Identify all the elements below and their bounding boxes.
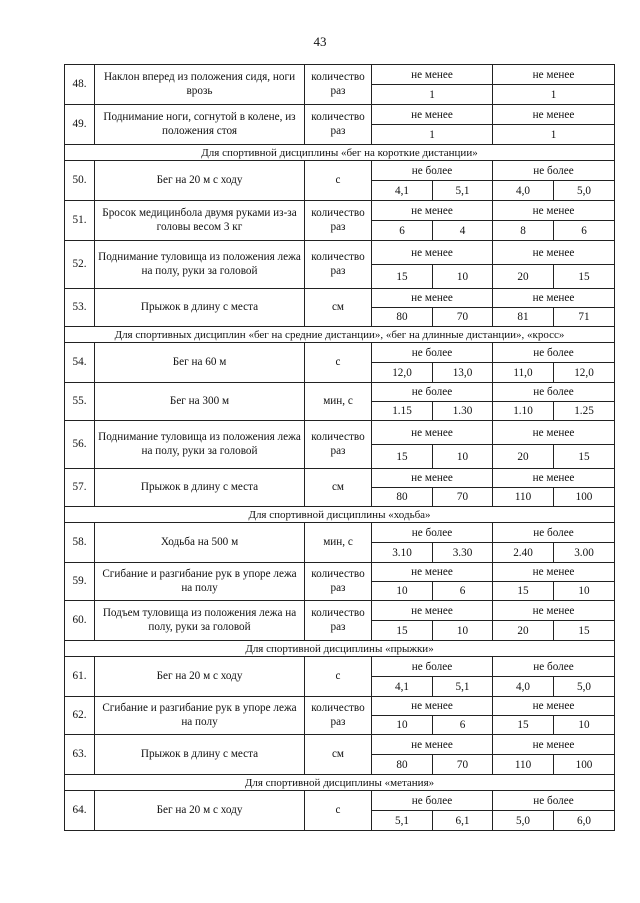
test-number: 51. bbox=[65, 201, 95, 241]
exercise-name: Наклон вперед из положения сидя, ноги врозь bbox=[95, 65, 305, 105]
norm-value: 70 bbox=[433, 488, 493, 507]
comparator-label: не более bbox=[493, 791, 615, 811]
comparator-label: не менее bbox=[493, 697, 615, 716]
unit-cell: мин, с bbox=[305, 383, 372, 421]
section-header-row bbox=[65, 507, 615, 523]
exercise-name: Бег на 300 м bbox=[95, 383, 305, 421]
unit-cell: количество раз bbox=[305, 563, 372, 601]
test-number: 56. bbox=[65, 421, 95, 469]
test-row bbox=[65, 791, 615, 811]
exercise-name: Прыжок в длину с места bbox=[95, 735, 305, 775]
test-row bbox=[65, 563, 615, 582]
norm-value: 15 bbox=[372, 621, 433, 641]
norm-value: 70 bbox=[433, 755, 493, 775]
test-number: 54. bbox=[65, 343, 95, 383]
unit-cell: см bbox=[305, 469, 372, 507]
comparator-label: не менее bbox=[493, 65, 615, 85]
norm-value: 1 bbox=[493, 85, 615, 105]
norm-value: 5,1 bbox=[433, 677, 493, 697]
norm-value: 5,1 bbox=[372, 811, 433, 831]
comparator-label: не более bbox=[372, 657, 493, 677]
test-row bbox=[65, 735, 615, 755]
comparator-label: не менее bbox=[493, 105, 615, 125]
test-row bbox=[65, 289, 615, 308]
norm-value: 10 bbox=[433, 265, 493, 289]
comparator-label: не менее bbox=[372, 289, 493, 308]
norm-value: 1 bbox=[372, 85, 493, 105]
unit-cell: количество раз bbox=[305, 697, 372, 735]
section-header-row bbox=[65, 145, 615, 161]
exercise-name: Бег на 20 м с ходу bbox=[95, 161, 305, 201]
exercise-name: Бег на 20 м с ходу bbox=[95, 657, 305, 697]
comparator-label: не более bbox=[372, 161, 493, 181]
test-number: 53. bbox=[65, 289, 95, 327]
comparator-label: не более bbox=[372, 791, 493, 811]
comparator-label: не менее bbox=[493, 289, 615, 308]
test-number: 61. bbox=[65, 657, 95, 697]
norm-value: 6 bbox=[554, 221, 615, 241]
test-number: 58. bbox=[65, 523, 95, 563]
norm-value: 6 bbox=[433, 582, 493, 601]
norm-value: 10 bbox=[554, 716, 615, 735]
test-number: 59. bbox=[65, 563, 95, 601]
norm-value: 4,0 bbox=[493, 181, 554, 201]
page-number: 43 bbox=[313, 34, 327, 49]
norm-value: 20 bbox=[493, 445, 554, 469]
test-row bbox=[65, 161, 615, 181]
comparator-label: не менее bbox=[493, 241, 615, 265]
norm-value: 15 bbox=[493, 582, 554, 601]
norm-value: 100 bbox=[554, 755, 615, 775]
exercise-name: Бег на 60 м bbox=[95, 343, 305, 383]
norm-value: 20 bbox=[493, 621, 554, 641]
comparator-label: не менее bbox=[372, 697, 493, 716]
test-number: 48. bbox=[65, 65, 95, 105]
comparator-label: не более bbox=[372, 523, 493, 543]
norms-table bbox=[64, 64, 615, 831]
norm-value: 15 bbox=[554, 265, 615, 289]
norm-value: 4 bbox=[433, 221, 493, 241]
section-title: Для спортивной дисциплины «метания» bbox=[65, 775, 615, 791]
norm-value: 6 bbox=[372, 221, 433, 241]
comparator-label: не менее bbox=[372, 469, 493, 488]
comparator-label: не более bbox=[493, 523, 615, 543]
test-number: 49. bbox=[65, 105, 95, 145]
norm-value: 110 bbox=[493, 488, 554, 507]
exercise-name: Поднимание туловища из положения лежа на полу, руки за головой bbox=[95, 421, 305, 469]
test-row bbox=[65, 201, 615, 221]
norm-value: 2.40 bbox=[493, 543, 554, 563]
norm-value: 3.00 bbox=[554, 543, 615, 563]
norm-value: 80 bbox=[372, 488, 433, 507]
comparator-label: не менее bbox=[493, 421, 615, 445]
exercise-name: Бег на 20 м с ходу bbox=[95, 791, 305, 831]
section-title: Для спортивной дисциплины «бег на короткие дистанции» bbox=[65, 145, 615, 161]
exercise-name: Прыжок в длину с места bbox=[95, 289, 305, 327]
norm-value: 6 bbox=[433, 716, 493, 735]
norm-value: 13,0 bbox=[433, 363, 493, 383]
norm-value: 4,0 bbox=[493, 677, 554, 697]
norm-value: 3.10 bbox=[372, 543, 433, 563]
test-row bbox=[65, 241, 615, 265]
test-row bbox=[65, 65, 615, 85]
norm-value: 1 bbox=[372, 125, 493, 145]
test-row bbox=[65, 657, 615, 677]
comparator-label: не менее bbox=[372, 105, 493, 125]
unit-cell: количество раз bbox=[305, 241, 372, 289]
section-header-row bbox=[65, 641, 615, 657]
norm-value: 6,0 bbox=[554, 811, 615, 831]
test-row bbox=[65, 383, 615, 402]
norm-value: 5,1 bbox=[433, 181, 493, 201]
unit-cell: мин, с bbox=[305, 523, 372, 563]
exercise-name: Подъем туловища из положения лежа на полу, руки за головой bbox=[95, 601, 305, 641]
comparator-label: не менее bbox=[493, 201, 615, 221]
norm-value: 3.30 bbox=[433, 543, 493, 563]
comparator-label: не менее bbox=[372, 65, 493, 85]
norm-value: 1.30 bbox=[433, 402, 493, 421]
norm-value: 10 bbox=[372, 582, 433, 601]
norm-value: 70 bbox=[433, 308, 493, 327]
norm-value: 12,0 bbox=[554, 363, 615, 383]
norm-value: 81 bbox=[493, 308, 554, 327]
comparator-label: не менее bbox=[372, 735, 493, 755]
exercise-name: Бросок медицинбола двумя руками из-за головы весом 3 кг bbox=[95, 201, 305, 241]
section-header-row bbox=[65, 327, 615, 343]
comparator-label: не менее bbox=[493, 563, 615, 582]
norm-value: 15 bbox=[372, 265, 433, 289]
norm-value: 10 bbox=[433, 445, 493, 469]
test-row bbox=[65, 343, 615, 363]
unit-cell: количество раз bbox=[305, 105, 372, 145]
norm-value: 12,0 bbox=[372, 363, 433, 383]
norm-value: 1.25 bbox=[554, 402, 615, 421]
norm-value: 20 bbox=[493, 265, 554, 289]
section-header-row bbox=[65, 775, 615, 791]
norm-value: 5,0 bbox=[554, 181, 615, 201]
unit-cell: с bbox=[305, 161, 372, 201]
norm-value: 15 bbox=[554, 621, 615, 641]
norm-value: 100 bbox=[554, 488, 615, 507]
comparator-label: не менее bbox=[493, 735, 615, 755]
section-title: Для спортивной дисциплины «ходьба» bbox=[65, 507, 615, 523]
test-row bbox=[65, 697, 615, 716]
comparator-label: не менее bbox=[372, 241, 493, 265]
norm-value: 10 bbox=[554, 582, 615, 601]
norm-value: 1.15 bbox=[372, 402, 433, 421]
norm-value: 6,1 bbox=[433, 811, 493, 831]
section-title: Для спортивных дисциплин «бег на средние дистанции», «бег на длинные дистанции», «кросс» bbox=[65, 327, 615, 343]
test-number: 63. bbox=[65, 735, 95, 775]
norm-value: 4,1 bbox=[372, 181, 433, 201]
comparator-label: не менее bbox=[493, 469, 615, 488]
test-row bbox=[65, 469, 615, 488]
test-row bbox=[65, 421, 615, 445]
norm-value: 10 bbox=[433, 621, 493, 641]
unit-cell: количество раз bbox=[305, 201, 372, 241]
exercise-name: Сгибание и разгибание рук в упоре лежа на полу bbox=[95, 697, 305, 735]
test-number: 55. bbox=[65, 383, 95, 421]
test-number: 52. bbox=[65, 241, 95, 289]
test-row bbox=[65, 105, 615, 125]
norm-value: 80 bbox=[372, 755, 433, 775]
unit-cell: с bbox=[305, 657, 372, 697]
unit-cell: с bbox=[305, 343, 372, 383]
norm-value: 1 bbox=[493, 125, 615, 145]
comparator-label: не менее bbox=[372, 201, 493, 221]
exercise-name: Поднимание туловища из положения лежа на полу, руки за головой bbox=[95, 241, 305, 289]
exercise-name: Сгибание и разгибание рук в упоре лежа на полу bbox=[95, 563, 305, 601]
norm-value: 15 bbox=[493, 716, 554, 735]
unit-cell: с bbox=[305, 791, 372, 831]
exercise-name: Прыжок в длину с места bbox=[95, 469, 305, 507]
norm-value: 1.10 bbox=[493, 402, 554, 421]
comparator-label: не более bbox=[493, 161, 615, 181]
comparator-label: не более bbox=[493, 383, 615, 402]
norm-value: 110 bbox=[493, 755, 554, 775]
comparator-label: не более bbox=[493, 657, 615, 677]
norm-value: 10 bbox=[372, 716, 433, 735]
test-number: 64. bbox=[65, 791, 95, 831]
norm-value: 80 bbox=[372, 308, 433, 327]
comparator-label: не менее bbox=[372, 601, 493, 621]
test-number: 57. bbox=[65, 469, 95, 507]
norm-value: 5,0 bbox=[493, 811, 554, 831]
norm-value: 71 bbox=[554, 308, 615, 327]
test-number: 60. bbox=[65, 601, 95, 641]
section-title: Для спортивной дисциплины «прыжки» bbox=[65, 641, 615, 657]
unit-cell: количество раз bbox=[305, 421, 372, 469]
comparator-label: не менее bbox=[493, 601, 615, 621]
norm-value: 5,0 bbox=[554, 677, 615, 697]
test-number: 62. bbox=[65, 697, 95, 735]
unit-cell: количество раз bbox=[305, 601, 372, 641]
comparator-label: не более bbox=[372, 343, 493, 363]
norm-value: 11,0 bbox=[493, 363, 554, 383]
test-row bbox=[65, 601, 615, 621]
exercise-name: Поднимание ноги, согнутой в колене, из положения стоя bbox=[95, 105, 305, 145]
norm-value: 15 bbox=[372, 445, 433, 469]
comparator-label: не менее bbox=[372, 563, 493, 582]
comparator-label: не более bbox=[372, 383, 493, 402]
comparator-label: не более bbox=[493, 343, 615, 363]
test-row bbox=[65, 523, 615, 543]
unit-cell: см bbox=[305, 735, 372, 775]
comparator-label: не менее bbox=[372, 421, 493, 445]
norm-value: 8 bbox=[493, 221, 554, 241]
test-number: 50. bbox=[65, 161, 95, 201]
exercise-name: Ходьба на 500 м bbox=[95, 523, 305, 563]
norm-value: 15 bbox=[554, 445, 615, 469]
unit-cell: см bbox=[305, 289, 372, 327]
unit-cell: количество раз bbox=[305, 65, 372, 105]
norm-value: 4,1 bbox=[372, 677, 433, 697]
